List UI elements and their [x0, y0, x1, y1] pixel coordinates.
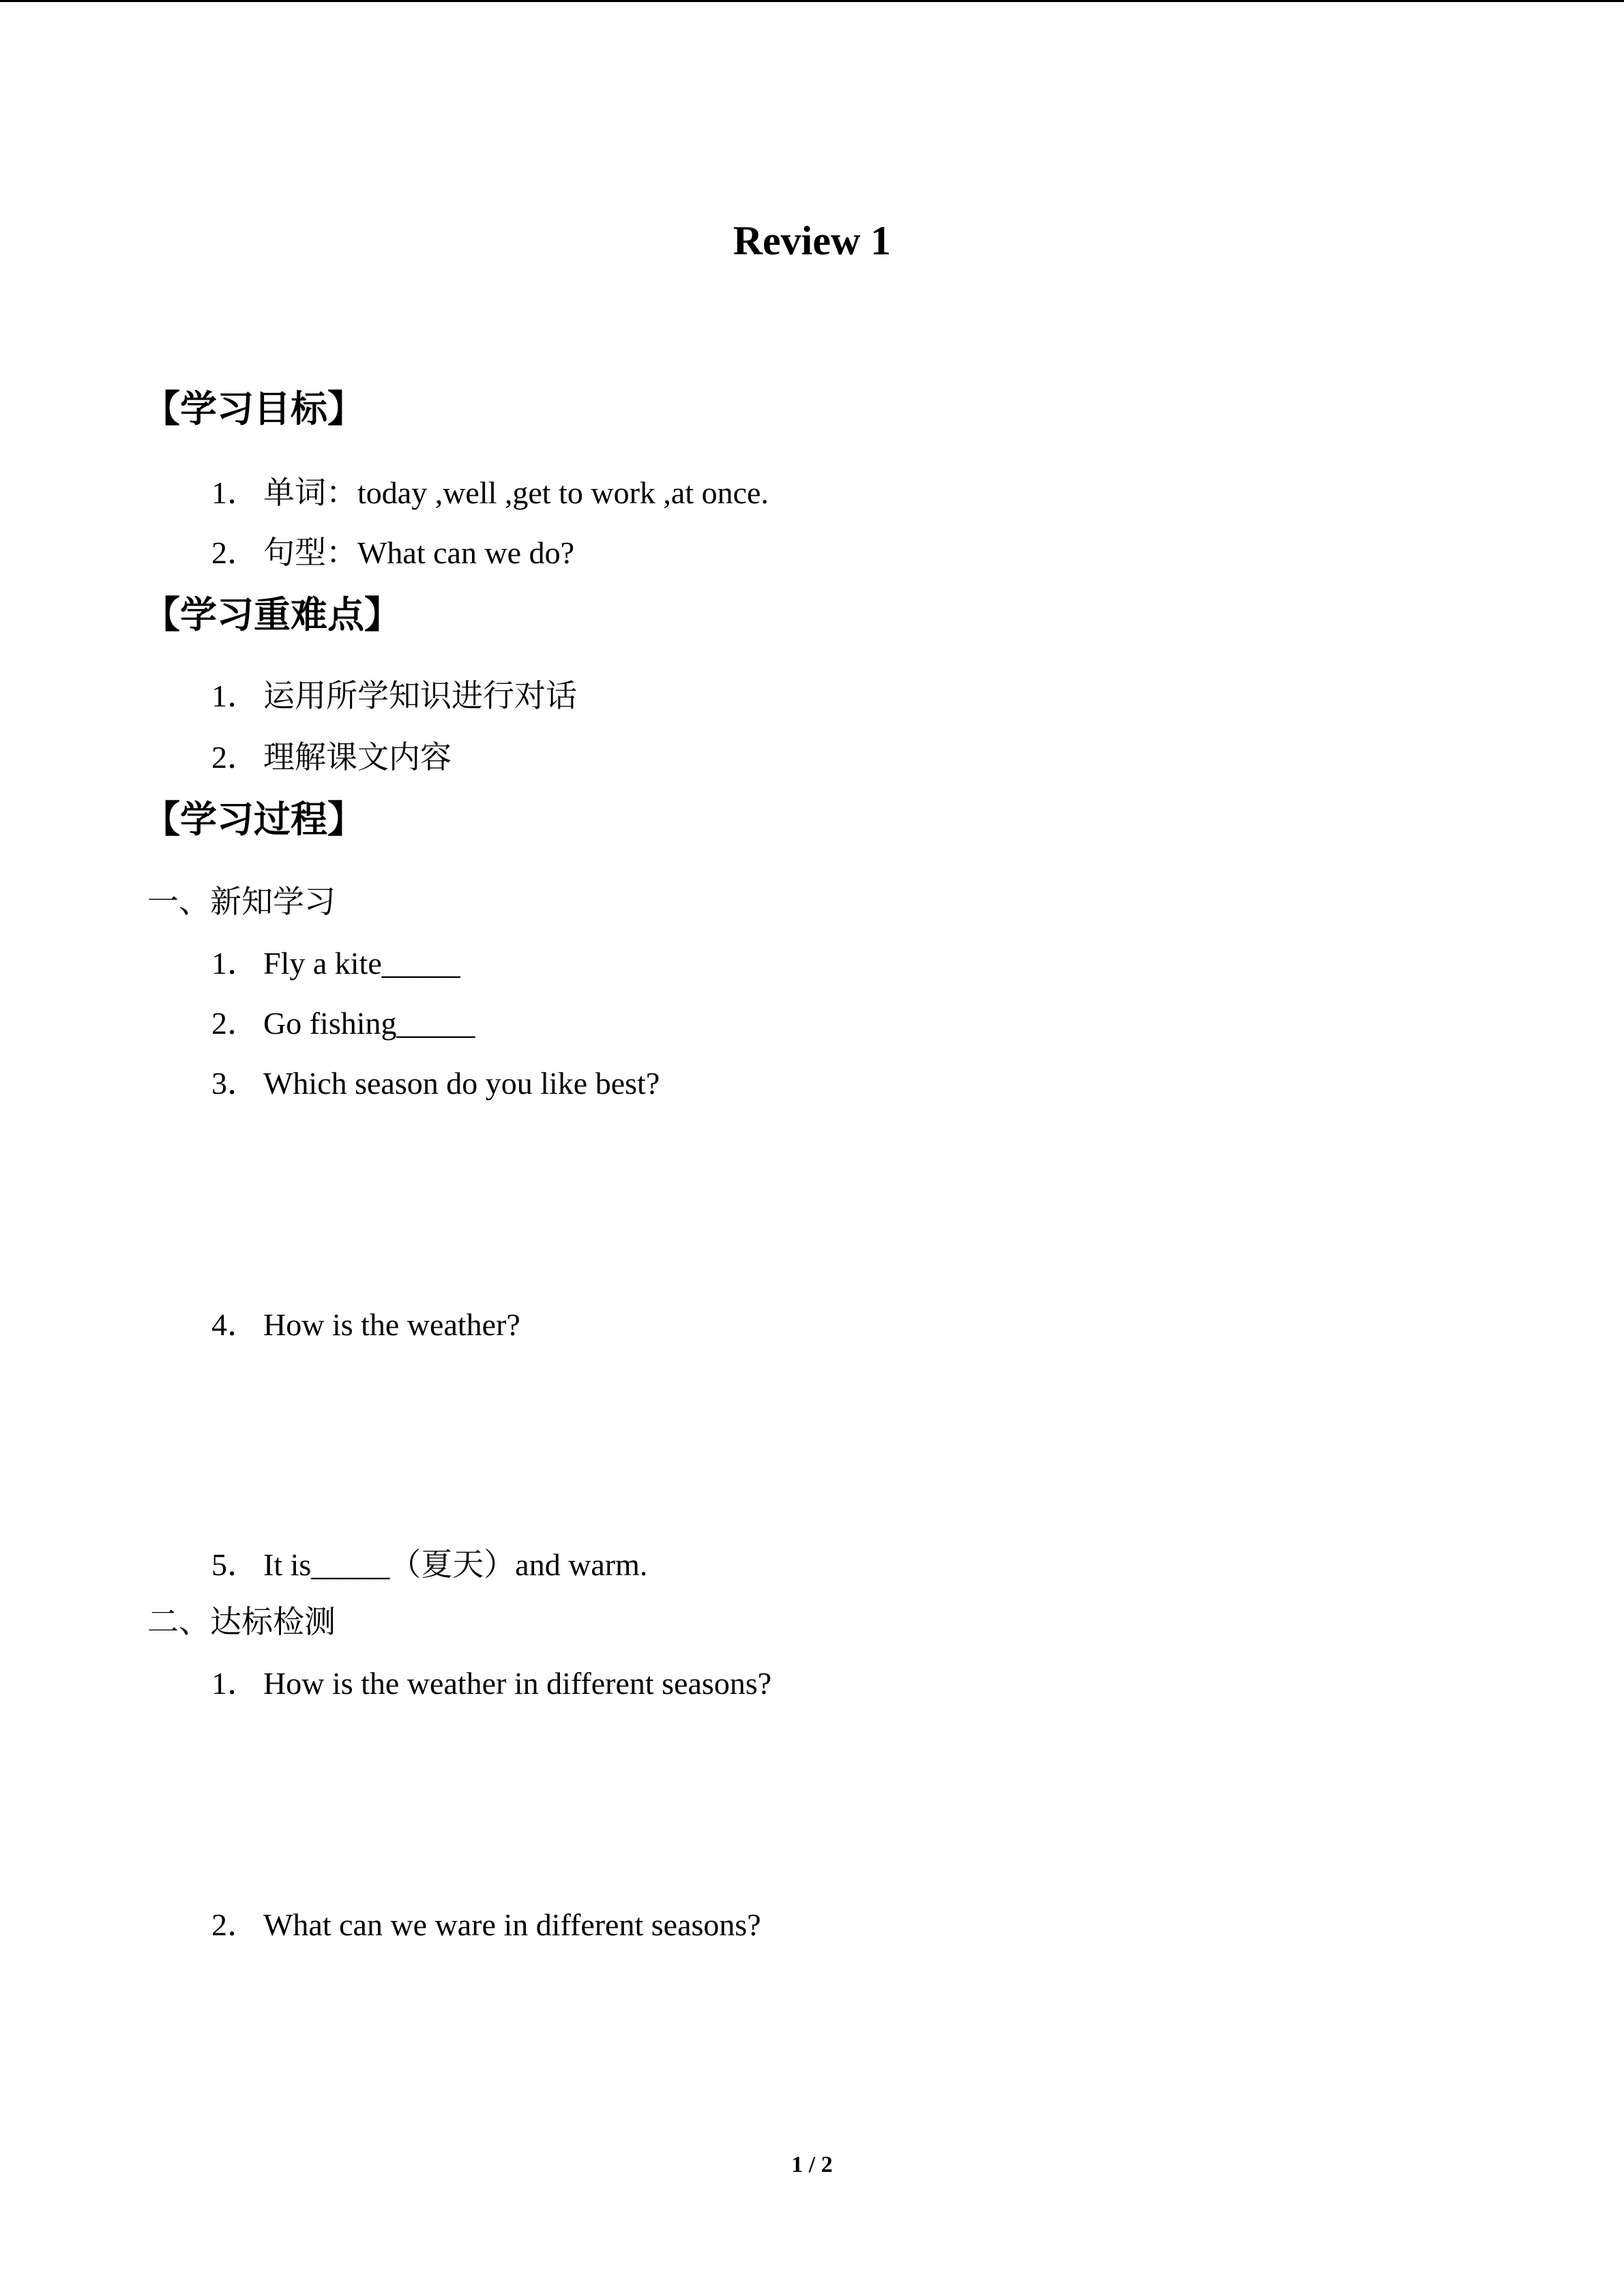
- part1-item-3: [211, 1063, 660, 1104]
- key-point-item-2-text: 理解课文内容: [263, 740, 452, 775]
- goal-item-1-number: 1．: [211, 475, 259, 510]
- key-point-item-2-number: 2．: [211, 740, 259, 775]
- part1-item-5-text: It is_____（夏天）and warm.: [263, 1547, 648, 1582]
- part2-item-1: [211, 1663, 771, 1704]
- part1-item-1-text: Fly a kite_____: [263, 946, 460, 981]
- part1-item-3-number: 3．: [211, 1066, 259, 1101]
- part1-item-4-text: How is the weather?: [263, 1307, 520, 1342]
- part1-item-5: [211, 1545, 647, 1585]
- part1-item-4-number: 4．: [211, 1307, 259, 1342]
- part2-label: 二、达标检测: [147, 1605, 336, 1639]
- part1-item-1: [211, 943, 460, 984]
- key-points-heading: 【学习重难点】: [143, 593, 401, 636]
- key-point-item-1: [211, 676, 577, 717]
- key-point-item-1-number: 1．: [211, 679, 259, 713]
- part2-item-2-text: What can we ware in different seasons?: [263, 1907, 761, 1942]
- part2-item-2-number: 2．: [211, 1907, 259, 1942]
- part1-item-2-number: 2．: [211, 1006, 259, 1041]
- goal-item-2: [211, 533, 574, 573]
- goal-item-1: [211, 473, 769, 513]
- part2-item-1-text: How is the weather in different seasons?: [263, 1666, 772, 1701]
- page-title: Review 1: [733, 218, 891, 263]
- part2-item-1-number: 1．: [211, 1666, 259, 1701]
- page-number: 1 / 2: [791, 2152, 833, 2177]
- part1-item-1-number: 1．: [211, 946, 259, 981]
- goal-item-1-text: 单词：today ,well ,get to work ,at once.: [263, 475, 769, 510]
- part1-item-4: [211, 1304, 520, 1345]
- process-heading: 【学习过程】: [143, 798, 364, 841]
- goal-item-2-number: 2．: [211, 535, 259, 570]
- part1-item-2-text: Go fishing_____: [263, 1006, 475, 1041]
- part1-label: 一、新知学习: [147, 884, 336, 919]
- part1-item-3-text: Which season do you like best?: [263, 1066, 660, 1101]
- goals-heading: 【学习目标】: [143, 387, 364, 430]
- key-point-item-2: [211, 737, 452, 778]
- part1-item-2: [211, 1003, 475, 1044]
- part2-item-2: [211, 1905, 761, 1945]
- goal-item-2-text: 句型：What can we do?: [263, 535, 575, 570]
- part1-item-5-number: 5．: [211, 1547, 259, 1582]
- key-point-item-1-text: 运用所学知识进行对话: [263, 679, 577, 713]
